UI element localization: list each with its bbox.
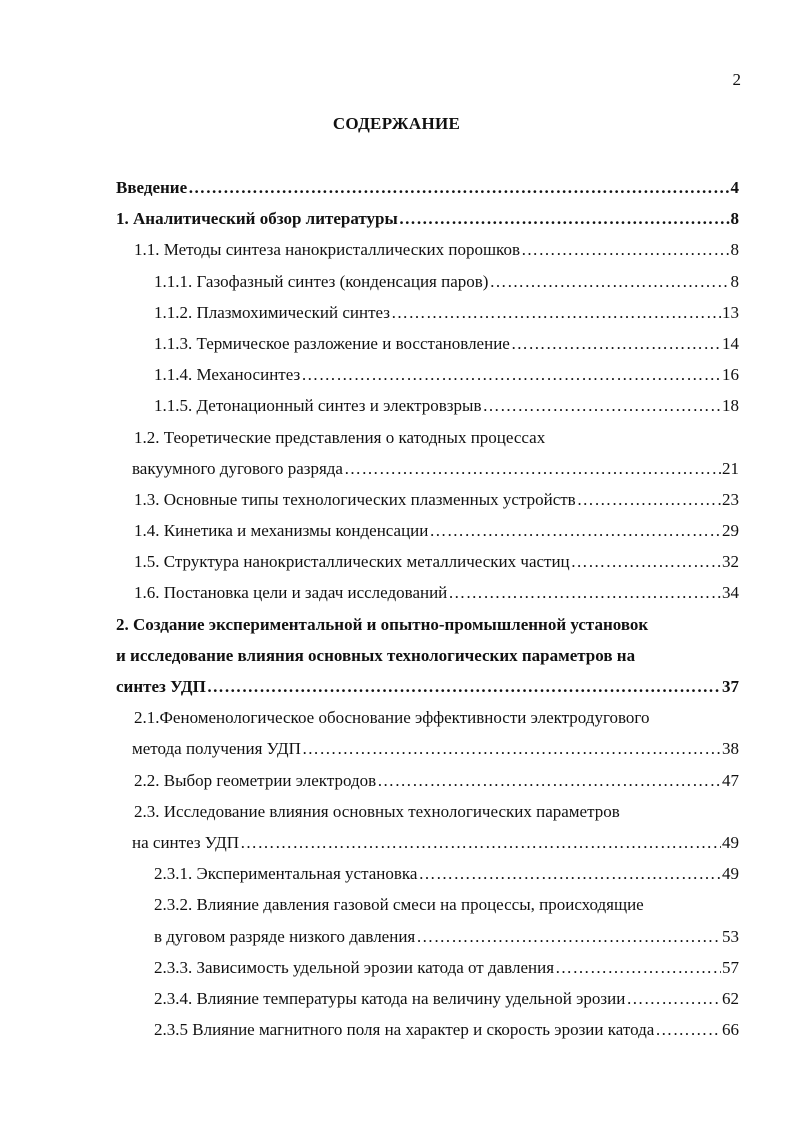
toc-entry-page: 32 xyxy=(722,552,739,572)
toc-entry-page: 21 xyxy=(722,458,739,478)
leader-dots xyxy=(302,733,721,764)
toc-entry-page: 29 xyxy=(722,521,739,541)
toc-entry-page: 8 xyxy=(730,209,739,229)
toc-entry-chapter-1[interactable] xyxy=(116,203,739,234)
leader-dots xyxy=(377,765,721,796)
toc-entry-chapter-2-line2[interactable] xyxy=(116,640,739,671)
leader-dots xyxy=(626,983,721,1014)
toc-entry-page: 8 xyxy=(730,240,739,260)
toc-entry-page: 13 xyxy=(722,302,739,322)
toc-entry-page: 53 xyxy=(722,926,739,946)
toc-entry-2-3-2-line1[interactable] xyxy=(116,889,739,920)
leader-dots xyxy=(391,297,721,328)
leader-dots xyxy=(521,234,730,265)
toc-entry-text: 1.1. Методы синтеза нанокристаллических порошков xyxy=(134,240,520,260)
toc-entry-page: 4 xyxy=(730,178,739,197)
toc-entry-page: 8 xyxy=(730,271,739,291)
toc-entry-text: 1.4. Кинетика и механизмы конденсации xyxy=(134,521,429,541)
toc-entry-page: 16 xyxy=(722,365,739,385)
toc-entry-page: 38 xyxy=(722,739,739,759)
toc-entry-1-3[interactable] xyxy=(116,484,739,515)
toc-entry-1-1-3[interactable] xyxy=(116,328,739,359)
toc-entry-text: 1.1.5. Детонационный синтез и электровзрыв xyxy=(154,396,482,416)
leader-dots xyxy=(418,858,721,889)
toc-entry-1-1-4[interactable] xyxy=(116,359,739,390)
toc-entry-1-5[interactable] xyxy=(116,546,739,577)
toc-entry-1-1-5[interactable] xyxy=(116,390,739,421)
toc-entry-2-1-line2[interactable] xyxy=(116,733,739,764)
toc-entry-page: 37 xyxy=(722,677,739,696)
leader-dots xyxy=(416,921,721,952)
leader-dots xyxy=(655,1014,721,1045)
toc-entry-2-3-line2[interactable] xyxy=(116,827,739,858)
toc-entry-text: на синтез УДП xyxy=(132,832,239,852)
leader-dots xyxy=(511,328,721,359)
toc-entry-text: 2.3.2. Влияние давления газовой смеси на процессы, происходящие xyxy=(154,895,644,915)
toc-entry-intro[interactable] xyxy=(116,172,739,203)
toc-entry-text: и исследование влияния основных технологических параметров на xyxy=(116,645,636,665)
toc-entry-text: 1. Аналитический обзор литературы xyxy=(116,209,398,229)
toc-entry-2-1-line1[interactable] xyxy=(116,702,739,733)
leader-dots xyxy=(399,203,730,234)
toc-entry-1-1[interactable] xyxy=(116,234,739,265)
toc-entry-2-3-line1[interactable] xyxy=(116,796,739,827)
toc-entry-2-3-5[interactable] xyxy=(116,1014,739,1045)
toc-entry-text: 2.1.Феноменологическое обоснование эффективности электродугового xyxy=(134,708,650,728)
leader-dots xyxy=(429,515,721,546)
toc-entry-text: 2.3.1. Экспериментальная установка xyxy=(154,864,418,884)
page-title: СОДЕРЖАНИЕ xyxy=(332,114,461,133)
toc-entry-1-2-line1[interactable] xyxy=(116,422,739,453)
toc-entry-chapter-2-line3[interactable] xyxy=(116,671,739,702)
toc-entry-1-6[interactable] xyxy=(116,577,739,608)
leader-dots xyxy=(344,453,721,484)
toc-entry-text: в дуговом разряде низкого давления xyxy=(154,926,416,946)
toc-entry-1-1-2[interactable] xyxy=(116,297,739,328)
toc-entry-text: 1.1.3. Термическое разложение и восстановление xyxy=(154,333,510,353)
leader-dots xyxy=(240,827,721,858)
toc-entry-text: 1.2. Теоретические представления о катодных процессах xyxy=(134,427,546,447)
toc-entry-2-3-3[interactable] xyxy=(116,952,739,983)
toc-entry-text: 1.6. Постановка цели и задач исследований xyxy=(134,583,448,603)
leader-dots xyxy=(577,484,721,515)
leader-dots xyxy=(207,671,721,702)
toc-entry-page: 34 xyxy=(722,583,739,603)
toc-entry-page: 18 xyxy=(722,396,739,416)
toc-entry-page: 57 xyxy=(722,957,739,977)
page-number: 2 xyxy=(732,70,741,89)
toc-entry-text: 1.1.2. Плазмохимический синтез xyxy=(154,302,390,322)
toc-entry-text: 2.3.5 Влияние магнитного поля на характер и скорость эрозии катода xyxy=(154,1020,655,1040)
toc-entry-page: 49 xyxy=(722,832,739,852)
toc-entry-page: 62 xyxy=(722,988,739,1008)
toc-entry-text: 2.2. Выбор геометрии электродов xyxy=(134,770,377,790)
toc-entry-chapter-2-line1[interactable] xyxy=(116,609,739,640)
toc-entry-2-3-1[interactable] xyxy=(116,858,739,889)
toc-entry-1-4[interactable] xyxy=(116,515,739,546)
toc-entry-2-3-4[interactable] xyxy=(116,983,739,1014)
toc-entry-text: 1.1.4. Механосинтез xyxy=(154,365,301,385)
toc-entry-2-3-2-line2[interactable] xyxy=(116,921,739,952)
table-of-contents xyxy=(116,172,739,1045)
toc-entry-text: 2. Создание экспериментальной и опытно-промышленной установок xyxy=(116,614,649,634)
leader-dots xyxy=(489,266,729,297)
toc-entry-1-2-line2[interactable] xyxy=(116,453,739,484)
toc-entry-1-1-1[interactable] xyxy=(116,266,739,297)
leader-dots xyxy=(448,577,721,608)
toc-entry-page: 49 xyxy=(722,864,739,884)
toc-entry-text: 2.3.4. Влияние температуры катода на величину удельной эрозии xyxy=(154,988,626,1008)
leader-dots xyxy=(555,952,721,983)
leader-dots xyxy=(188,172,729,203)
toc-entry-text: 1.5. Структура нанокристаллических металлических частиц xyxy=(134,552,570,572)
toc-entry-page: 23 xyxy=(722,489,739,509)
toc-entry-text: 1.1.1. Газофазный синтез (конденсация паров) xyxy=(154,271,489,291)
toc-entry-text: 2.3. Исследование влияния основных технологических параметров xyxy=(134,801,620,821)
leader-dots xyxy=(571,546,721,577)
toc-entry-text: метода получения УДП xyxy=(132,739,301,759)
toc-entry-page: 14 xyxy=(722,333,739,353)
leader-dots xyxy=(482,390,721,421)
toc-entry-page: 47 xyxy=(722,770,739,790)
toc-entry-text: синтез УДП xyxy=(116,677,206,696)
toc-entry-text: Введение xyxy=(116,178,188,197)
toc-entry-2-2[interactable] xyxy=(116,765,739,796)
toc-entry-text: вакуумного дугового разряда xyxy=(132,458,343,478)
toc-entry-page: 66 xyxy=(722,1020,739,1040)
toc-entry-text: 1.3. Основные типы технологических плазменных устройств xyxy=(134,489,576,509)
leader-dots xyxy=(301,359,721,390)
toc-entry-text: 2.3.3. Зависимость удельной эрозии катода от давления xyxy=(154,957,555,977)
